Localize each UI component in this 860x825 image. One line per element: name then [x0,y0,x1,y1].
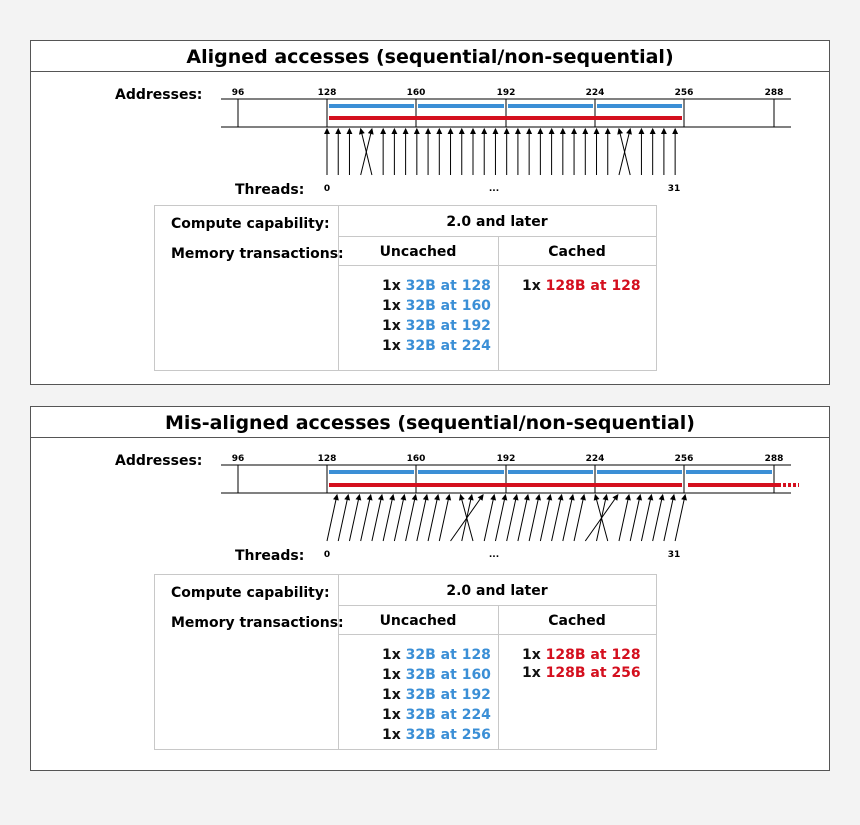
thread-arrowhead [682,495,686,500]
compute-capability-label: Compute capability: [171,216,330,232]
address-tick: 288 [764,454,784,464]
thread-arrowhead [426,129,430,134]
thread-arrow [495,495,505,541]
thread-arrow [540,495,550,541]
thread-arrowhead [639,129,643,134]
thread-arrowhead [516,129,520,134]
thread-arrowhead [538,129,542,134]
thread-arrow [372,495,382,541]
compute-capability-value: 2.0 and later [446,214,548,230]
thread-arrowhead [673,129,677,134]
thread-arrow [641,495,651,541]
address-tick: 224 [585,454,605,464]
uncached-transaction: 1x 32B at 128 [382,647,491,663]
thread-arrowhead [390,495,394,500]
address-tick: 224 [585,88,605,98]
address-tick: 160 [406,454,426,464]
thread-arrowhead [403,129,407,134]
memory-transactions-label: Memory transactions: [171,615,344,631]
thread-arrow [664,495,674,541]
thread-arrow [428,495,438,541]
addresses-label: Addresses: [115,453,203,469]
address-tick: 128 [317,88,337,98]
thread-arrows [325,129,677,175]
address-tick: 96 [231,88,245,98]
thread-arrowhead [648,495,652,500]
thread-arrowhead [469,495,473,500]
thread-arrowhead [482,129,486,134]
threads-label: Threads: [235,548,305,564]
thread-first: 0 [323,184,331,194]
thread-arrowhead [618,129,622,134]
thread-arrowhead [435,495,439,500]
thread-arrowhead [479,495,483,500]
thread-arrowhead [626,495,630,500]
thread-arrowhead [392,129,396,134]
thread-arrows [327,495,686,541]
uncached-header: Uncached [379,244,457,260]
thread-arrowhead [627,129,631,134]
thread-arrowhead [491,495,495,500]
thread-arrowhead [671,495,675,500]
compute-capability-value: 2.0 and later [446,583,548,599]
address-tick: 256 [674,454,694,464]
panel-title: Aligned accesses (sequential/non-sequential) [31,41,829,72]
memory-diagram [31,407,829,547]
thread-ellipsis: ... [488,184,500,194]
thread-arrow [518,495,528,541]
thread-arrow [675,495,685,541]
address-tick: 288 [764,88,784,98]
thread-arrowhead [369,129,373,134]
thread-arrowhead [437,129,441,134]
thread-last: 31 [667,184,681,194]
thread-arrowhead [561,129,565,134]
thread-arrowhead [549,129,553,134]
thread-arrowhead [446,495,450,500]
thread-arrow [619,495,629,541]
uncached-transaction: 1x 32B at 192 [382,318,491,334]
thread-arrow [484,495,494,541]
thread-arrowhead [379,495,383,500]
thread-arrow [327,495,337,541]
thread-arrow [349,495,359,541]
uncached-transaction: 1x 32B at 160 [382,667,491,683]
aligned-panel [30,40,830,385]
thread-arrowhead [583,129,587,134]
uncached-transaction: 1x 32B at 224 [382,338,491,354]
thread-arrowhead [536,495,540,500]
thread-arrow [383,495,393,541]
address-tick: 192 [496,88,516,98]
panel-title: Mis-aligned accesses (sequential/non-sequential) [31,407,829,438]
thread-arrowhead [594,129,598,134]
thread-arrowhead [547,495,551,500]
uncached-transaction: 1x 32B at 256 [382,727,491,743]
thread-arrowhead [460,495,464,500]
thread-arrow [338,495,348,541]
uncached-header: Uncached [379,613,457,629]
thread-arrowhead [334,495,338,500]
address-tick: 256 [674,88,694,98]
thread-arrowhead [345,495,349,500]
thread-last: 31 [667,550,681,560]
thread-arrow [563,495,573,541]
thread-arrow [439,495,449,541]
thread-arrowhead [493,129,497,134]
thread-arrow [406,495,416,541]
thread-arrowhead [514,495,518,500]
cached-header: Cached [548,613,606,629]
address-tick: 160 [406,88,426,98]
thread-arrowhead [660,495,664,500]
thread-arrowhead [336,129,340,134]
uncached-transaction: 1x 32B at 224 [382,707,491,723]
uncached-transaction: 1x 32B at 128 [382,278,491,294]
uncached-transaction: 1x 32B at 192 [382,687,491,703]
thread-arrowhead [368,495,372,500]
thread-arrow [574,495,584,541]
thread-arrow [653,495,663,541]
transactions-table [154,205,657,371]
thread-arrowhead [415,129,419,134]
thread-arrowhead [603,495,607,500]
thread-arrowhead [606,129,610,134]
thread-arrowhead [559,495,563,500]
thread-arrowhead [581,495,585,500]
thread-arrowhead [356,495,360,500]
thread-arrowhead [505,129,509,134]
thread-arrowhead [347,129,351,134]
thread-arrowhead [650,129,654,134]
thread-arrowhead [401,495,405,500]
cached-transaction: 1x 128B at 128 [522,278,641,294]
thread-arrow [552,495,562,541]
memory-transactions-label: Memory transactions: [171,246,344,262]
thread-arrowhead [460,129,464,134]
compute-capability-label: Compute capability: [171,585,330,601]
thread-arrowhead [360,129,364,134]
cached-header: Cached [548,244,606,260]
thread-ellipsis: ... [488,550,500,560]
thread-arrow [417,495,427,541]
thread-arrowhead [325,129,329,134]
cached-transaction: 1x 128B at 128 [522,647,641,663]
address-tick: 192 [496,454,516,464]
transactions-table [154,574,657,750]
thread-first: 0 [323,550,331,560]
threads-label: Threads: [235,182,305,198]
misaligned-panel [30,406,830,771]
thread-arrow [630,495,640,541]
addresses-label: Addresses: [115,87,203,103]
thread-arrowhead [572,129,576,134]
thread-arrowhead [637,495,641,500]
thread-arrowhead [525,495,529,500]
thread-arrowhead [502,495,506,500]
thread-arrowhead [613,495,617,500]
thread-arrow [461,495,473,541]
memory-diagram [31,41,829,181]
thread-arrow [361,495,371,541]
address-tick: 128 [317,454,337,464]
thread-arrowhead [471,129,475,134]
thread-arrowhead [570,495,574,500]
address-tick: 96 [231,454,245,464]
thread-arrowhead [381,129,385,134]
thread-arrowhead [424,495,428,500]
thread-arrowhead [448,129,452,134]
thread-arrowhead [662,129,666,134]
thread-arrowhead [594,495,598,500]
cached-transaction: 1x 128B at 256 [522,665,641,681]
thread-arrow [394,495,404,541]
uncached-transaction: 1x 32B at 160 [382,298,491,314]
thread-arrowhead [527,129,531,134]
thread-arrow [507,495,517,541]
thread-arrowhead [413,495,417,500]
thread-arrow [529,495,539,541]
thread-arrow [595,495,607,541]
